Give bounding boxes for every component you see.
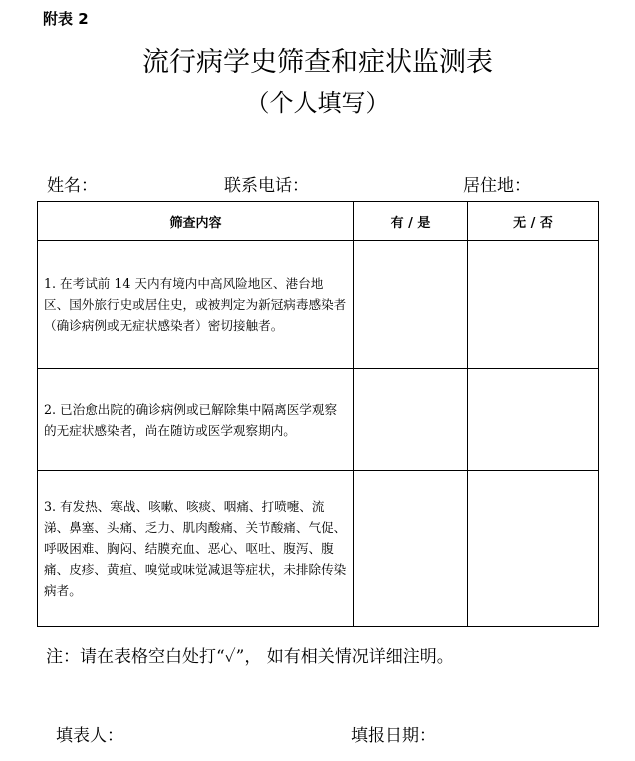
yes-checkbox-cell-3[interactable] [354, 471, 468, 627]
table-row [38, 369, 599, 471]
header-screening-content: 筛查内容 [38, 202, 354, 241]
no-checkbox-cell-1[interactable] [468, 241, 599, 369]
form-title: 流行病学史筛查和症状监测表 [142, 47, 493, 78]
form-note: 注：请在表格空白处打“✓”， 如有相关情况详细注明。 [46, 647, 454, 667]
screening-item-2: 2. 已治愈出院的确诊病例或已解除集中隔离医学观察的无症状感染者，尚在随访或医学观察期内。 [38, 369, 354, 471]
table-row [38, 471, 599, 627]
header-yes: 有 / 是 [354, 202, 468, 241]
table-header-row [38, 202, 599, 241]
no-checkbox-cell-3[interactable] [468, 471, 599, 627]
screening-table [37, 201, 599, 627]
address-field-label: 居住地： [463, 176, 531, 196]
yes-checkbox-cell-1[interactable] [354, 241, 468, 369]
form-subtitle: （个人填写） [245, 89, 390, 117]
screening-item-3: 3. 有发热、寒战、咳嗽、咳痰、咽痛、打喷嚏、流涕、鼻塞、头痛、乏力、肌肉酸痛、关节酸痛、气促、呼吸困难、胸闷、结膜充血、恶心、呕吐、腹泻、腹痛、皮疹、黄疸、嗅觉或味觉减退等症状，未排除传染病者。 [38, 471, 354, 627]
header-no: 无 / 否 [468, 202, 599, 241]
filler-signature-label: 填表人： [56, 726, 124, 746]
yes-checkbox-cell-2[interactable] [354, 369, 468, 471]
screening-item-1: 1. 在考试前 14 天内有境内中高风险地区、港台地区、国外旅行史或居住史，或被判定为新冠病毒感染者（确诊病例或无症状感染者）密切接触者。 [38, 241, 354, 369]
attachment-label: 附表 2 [43, 10, 89, 28]
no-checkbox-cell-2[interactable] [468, 369, 599, 471]
fill-date-label: 填报日期： [351, 726, 436, 746]
table-row [38, 241, 599, 369]
phone-field-label: 联系电话： [224, 176, 309, 196]
name-field-label: 姓名： [47, 176, 98, 196]
